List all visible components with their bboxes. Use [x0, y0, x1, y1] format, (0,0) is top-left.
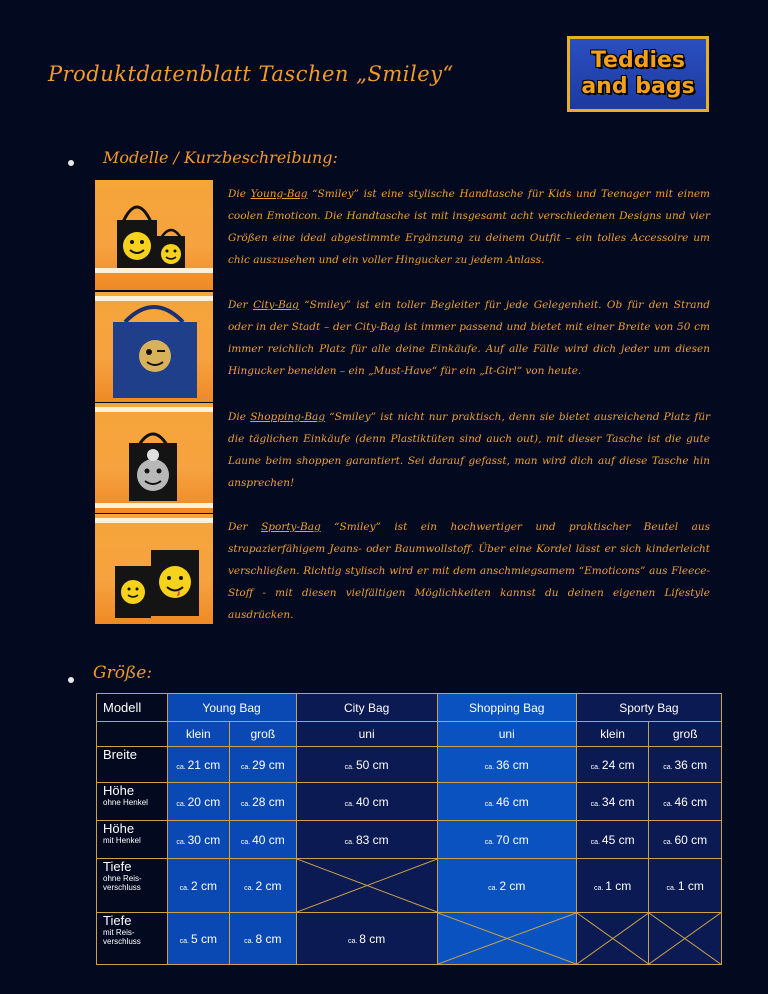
- cell-value: 20 cm: [187, 794, 221, 809]
- ca-prefix: ca.: [590, 800, 602, 808]
- table-cell: [576, 821, 649, 859]
- table-cell: [576, 859, 649, 913]
- cell-value: 2 cm: [190, 878, 217, 893]
- table-cell: [296, 783, 437, 821]
- cell-value: 45 cm: [601, 832, 635, 847]
- sub-city-uni: uni: [296, 722, 437, 747]
- cell-value: 24 cm: [601, 757, 635, 772]
- table-cell: [167, 913, 229, 965]
- table-cell: [576, 783, 649, 821]
- crossed-cell: [576, 913, 649, 965]
- table-cell: [230, 821, 297, 859]
- table-row: [97, 913, 722, 965]
- col-sporty-bag: Sporty Bag: [576, 694, 721, 722]
- table-cell: [296, 913, 437, 965]
- ca-prefix: ca.: [663, 838, 675, 846]
- brand-logo: [567, 36, 709, 112]
- col-city-bag: City Bag: [296, 694, 437, 722]
- city-bag-icon: [95, 292, 213, 402]
- models-heading: Modelle / Kurzbeschreibung:: [103, 148, 338, 167]
- crossed-cell-icon: [649, 913, 721, 964]
- cell-value: 50 cm: [355, 757, 389, 772]
- table-cell: [296, 747, 437, 783]
- cell-value: 46 cm: [674, 794, 708, 809]
- sporty-bag-icon: [95, 514, 213, 624]
- table-header-row: [97, 694, 722, 722]
- table-row: [97, 747, 722, 783]
- crossed-cell: [649, 913, 722, 965]
- row-label-text: Höhe: [103, 783, 135, 798]
- row-label: [97, 747, 168, 783]
- cell-value: 40 cm: [252, 832, 285, 847]
- crossed-cell-icon: [438, 913, 576, 964]
- sub-shopping-uni: uni: [437, 722, 576, 747]
- sporty-bag-description: Der Sporty-Bag “Smiley” ist ein hochwertiger und praktischer Beutel aus strapazierfähigem Jeans- oder Baumwollstoff. Über eine Kordel lässt er sich kinderleicht verschließen. Richtig stylisch wird er mit dem anschmiegsamem “Emoticons” aus Fleece-Stoff - mit diesen vielfältigen Möglichkeiten kannst du deinen eigenen Lifestyle ausdrücken.: [228, 521, 710, 621]
- crossed-cell-icon: [577, 913, 649, 964]
- ca-prefix: ca.: [488, 884, 500, 892]
- cell-value: 1 cm: [605, 878, 632, 893]
- ca-prefix: ca.: [176, 800, 188, 808]
- ca-prefix: ca.: [176, 838, 188, 846]
- ca-prefix: ca.: [344, 838, 356, 846]
- bullet-icon: [68, 677, 74, 683]
- ca-prefix: ca.: [176, 763, 188, 771]
- ca-prefix: ca.: [344, 800, 356, 808]
- crossed-cell: [437, 913, 576, 965]
- cell-value: 40 cm: [355, 794, 389, 809]
- row-label-text: Breite: [103, 747, 137, 762]
- table-cell: [230, 859, 297, 913]
- crossed-cell-icon: [297, 859, 437, 912]
- table-cell: [167, 783, 229, 821]
- row-label-text: Tiefe: [103, 859, 132, 874]
- table-cell: [437, 747, 576, 783]
- row-label: [97, 913, 168, 965]
- ca-prefix: ca.: [593, 884, 606, 892]
- table-cell: [649, 783, 722, 821]
- city-bag-description: Der City-Bag “Smiley” ist ein toller Begleiter für jede Gelegenheit. Ob für den Strand oder in der Stadt – der City-Bag ist immer passend und bietet mit einer Breite von 50 cm immer reichlich Platz für alle deine Einkäufe. Auf alle Fälle wird dich jeder um diesen Hingucker beneiden – ein „Must-Have“ für ein „It-Girl“ von heute.: [228, 299, 710, 377]
- cell-value: 2 cm: [255, 878, 282, 893]
- cell-value: 21 cm: [187, 757, 221, 772]
- crossed-cell: [296, 859, 437, 913]
- ca-prefix: ca.: [663, 800, 675, 808]
- row-label-text: Höhe: [103, 821, 135, 836]
- ca-prefix: ca.: [484, 800, 497, 808]
- ca-prefix: ca.: [240, 838, 253, 846]
- young-bag-description: Die Young-Bag “Smiley” ist eine stylische Handtasche für Kids und Teenager mit einem coolen Emoticon. Die Handtasche ist mit insgesamt acht verschiedenen Designs und vier Größen eine ideal abgestimmte Ergänzung zu deinem Outfit – ein tolles Accessoire um chic auszusehen und ein voller Hingucker zu jedem Anlass.: [228, 188, 710, 266]
- shopping-bag-icon: [95, 403, 213, 513]
- table-cell: [296, 821, 437, 859]
- table-empty-cell: [97, 722, 168, 747]
- row-label: [97, 783, 168, 821]
- cell-value: 70 cm: [496, 832, 529, 847]
- cell-value: 28 cm: [252, 794, 285, 809]
- cell-value: 8 cm: [359, 931, 386, 946]
- ca-prefix: ca.: [484, 838, 497, 846]
- ca-prefix: ca.: [240, 800, 253, 808]
- ca-prefix: ca.: [240, 763, 253, 771]
- page-title: Produktdatenblatt Taschen „Smiley“: [48, 62, 454, 86]
- ca-prefix: ca.: [244, 937, 256, 945]
- size-heading: Größe:: [93, 663, 153, 683]
- sub-sporty-gross: groß: [649, 722, 722, 747]
- ca-prefix: ca.: [484, 763, 497, 771]
- row-label: [97, 859, 168, 913]
- row-label-note: mit Reis-verschluss: [103, 928, 141, 946]
- logo-line-2: and bags: [581, 74, 695, 99]
- row-label-text: Tiefe: [103, 913, 132, 928]
- size-table: [96, 693, 722, 965]
- young-bag-icon: [95, 180, 213, 290]
- ca-prefix: ca.: [666, 884, 678, 892]
- cell-value: 46 cm: [496, 794, 529, 809]
- sub-young-klein: klein: [167, 722, 229, 747]
- ca-prefix: ca.: [179, 884, 191, 892]
- ca-prefix: ca.: [244, 884, 256, 892]
- cell-value: 1 cm: [677, 878, 704, 893]
- cell-value: 83 cm: [355, 832, 389, 847]
- table-row: [97, 821, 722, 859]
- logo-line-1: Teddies: [590, 48, 686, 73]
- row-label-note: mit Henkel: [103, 836, 141, 845]
- city-bag-name: City-Bag: [253, 299, 299, 311]
- table-subheader-row: [97, 722, 722, 747]
- table-cell: [167, 821, 229, 859]
- cell-value: 2 cm: [499, 878, 526, 893]
- cell-value: 8 cm: [255, 931, 282, 946]
- ca-prefix: ca.: [347, 937, 360, 945]
- table-cell: [230, 783, 297, 821]
- table-row: [97, 783, 722, 821]
- col-shopping-bag: Shopping Bag: [437, 694, 576, 722]
- cell-value: 30 cm: [187, 832, 221, 847]
- ca-prefix: ca.: [179, 937, 191, 945]
- row-label: [97, 821, 168, 859]
- sub-sporty-klein: klein: [576, 722, 649, 747]
- ca-prefix: ca.: [590, 763, 602, 771]
- cell-value: 34 cm: [601, 794, 635, 809]
- sub-young-gross: groß: [230, 722, 297, 747]
- table-row: [97, 859, 722, 913]
- shopping-bag-photo: [95, 403, 213, 513]
- ca-prefix: ca.: [344, 763, 356, 771]
- table-cell: [167, 859, 229, 913]
- table-cell: [437, 859, 576, 913]
- table-cell: [167, 747, 229, 783]
- sporty-bag-photo: [95, 514, 213, 624]
- city-bag-photo: [95, 292, 213, 402]
- row-label-note: ohne Reis-verschluss: [103, 874, 142, 892]
- table-cell: [230, 913, 297, 965]
- young-bag-photo: [95, 180, 213, 290]
- table-corner: Modell: [97, 694, 168, 722]
- row-label-note: ohne Henkel: [103, 798, 148, 807]
- shopping-bag-description: Die Shopping-Bag “Smiley” ist nicht nur praktisch, denn sie bietet ausreichend Platz für die täglichen Einkäufe (denn Plastiktüten sind auch out), mit dieser Tasche ist die gute Laune beim shoppen garantiert. Sei darauf gefasst, man wird dich auf diese Tasche hin ansprechen!: [228, 411, 711, 489]
- ca-prefix: ca.: [590, 838, 602, 846]
- ca-prefix: ca.: [663, 763, 675, 771]
- cell-value: 36 cm: [674, 757, 708, 772]
- table-cell: [649, 859, 722, 913]
- sporty-bag-name: Sporty-Bag: [261, 521, 321, 533]
- col-young-bag: Young Bag: [167, 694, 296, 722]
- cell-value: 5 cm: [190, 931, 217, 946]
- young-bag-name: Young-Bag: [250, 188, 308, 200]
- table-cell: [437, 783, 576, 821]
- table-cell: [576, 747, 649, 783]
- cell-value: 36 cm: [496, 757, 529, 772]
- cell-value: 60 cm: [674, 832, 708, 847]
- shopping-bag-name: Shopping-Bag: [250, 411, 326, 423]
- table-cell: [230, 747, 297, 783]
- table-cell: [649, 821, 722, 859]
- bullet-icon: [68, 160, 74, 166]
- cell-value: 29 cm: [252, 757, 285, 772]
- table-cell: [649, 747, 722, 783]
- table-cell: [437, 821, 576, 859]
